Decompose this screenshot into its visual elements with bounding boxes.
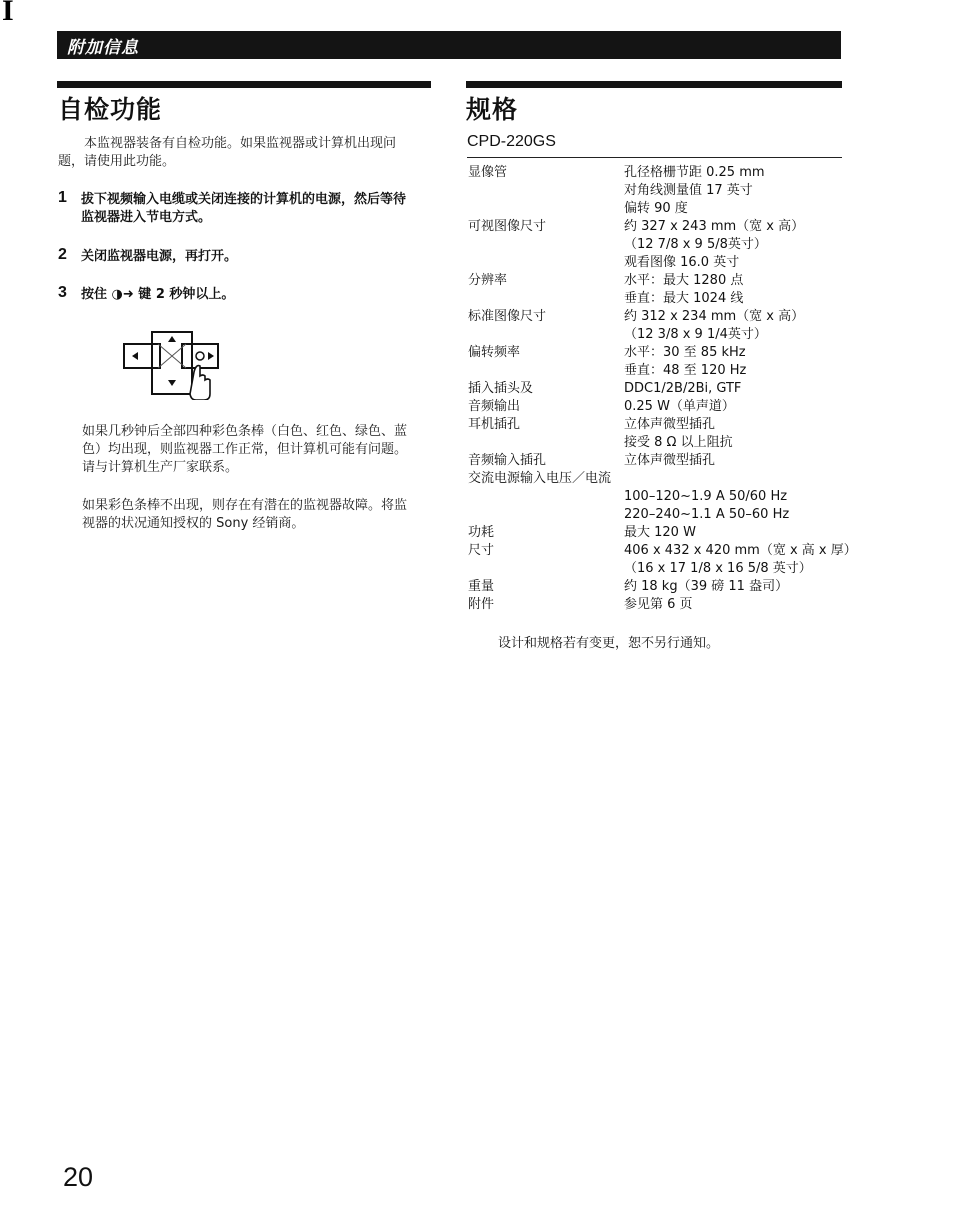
spec-label: 偏转频率 xyxy=(468,345,521,360)
spec-values xyxy=(624,578,848,596)
spec-values xyxy=(624,398,848,416)
spec-label: 耳机插孔 xyxy=(468,417,521,432)
spec-value: 立体声微型插孔 xyxy=(624,417,716,432)
spec-value: 垂直：48 至 120 Hz xyxy=(624,363,747,378)
spec-values xyxy=(624,380,848,398)
spec-row-headphone xyxy=(468,416,848,452)
spec-value: 约 327 x 243 mm（宽 x 高） xyxy=(624,219,805,234)
spec-label: 附件 xyxy=(468,597,495,612)
spec-values xyxy=(624,488,848,524)
spec-label: 插入插头及 xyxy=(468,381,534,396)
spec-value: （12 7/8 x 9 5/8英寸） xyxy=(624,237,767,252)
spec-values xyxy=(624,452,848,470)
spec-value: 观看图像 16.0 英寸 xyxy=(624,255,740,270)
spec-value: （12 3/8 x 9 1/4英寸） xyxy=(624,327,767,342)
spec-row-power-input xyxy=(468,470,848,488)
spec-row-crt xyxy=(468,164,848,218)
step-text xyxy=(81,286,234,304)
step-number: 2 xyxy=(58,246,67,263)
spec-row-viewable-size xyxy=(468,218,848,272)
spec-value: DDC1/2B/2Bi, GTF xyxy=(624,381,742,396)
spec-row-power-consumption xyxy=(468,524,848,542)
spec-change-notice: 设计和规格若有变更，恕不另行通知。 xyxy=(498,636,720,651)
spec-value: 接受 8 Ω 以上阻抗 xyxy=(624,435,733,450)
spec-value: 406 x 432 x 420 mm（宽 x 高 x 厚） xyxy=(624,543,857,558)
spec-label: 可视图像尺寸 xyxy=(468,219,547,234)
spec-label: 交流电源输入电压／电流 xyxy=(468,471,612,486)
right-arrow-icon xyxy=(208,352,214,360)
spec-values xyxy=(624,524,848,542)
up-arrow-icon xyxy=(168,336,176,342)
spec-value: 偏转 90 度 xyxy=(624,201,688,216)
spec-value: 对角线测量值 17 英寸 xyxy=(624,183,753,198)
corner-crop-mark: I xyxy=(2,0,14,27)
step-line: 关闭监视器电源，再打开。 xyxy=(81,249,238,264)
failure-line: 如果彩色条棒不出现，则存在有潜在的监视器故障。将监 xyxy=(82,498,408,513)
spec-values xyxy=(624,308,848,344)
spec-label: 重量 xyxy=(468,579,495,594)
spec-value: （16 x 17 1/8 x 16 5/8 英寸） xyxy=(624,561,812,576)
spec-row-audio-out xyxy=(468,398,848,416)
spec-value: 最大 120 W xyxy=(624,525,696,540)
spec-value: 垂直：最大 1024 线 xyxy=(624,291,744,306)
spec-values xyxy=(624,344,848,380)
result-line: 色）均出现，则监视器工作正常，但计算机可能有问题。 xyxy=(82,442,408,457)
spec-label: 标准图像尺寸 xyxy=(468,309,547,324)
spec-value: 参见第 6 页 xyxy=(624,597,693,612)
spec-value: 约 18 kg（39 磅 11 盎司） xyxy=(624,579,789,594)
step-text xyxy=(81,191,406,227)
result-line: 如果几秒钟后全部四种彩色条棒（白色、红色、绿色、蓝 xyxy=(82,424,408,439)
specs-title-rule xyxy=(466,81,842,88)
spec-row-deflection xyxy=(468,344,848,380)
spec-values xyxy=(624,164,848,218)
result-line: 请与计算机生产厂家联系。 xyxy=(82,460,239,475)
intro-line: 题，请使用此功能。 xyxy=(58,154,176,169)
step-line: 按住 ◑➜ 键 2 秒钟以上。 xyxy=(81,287,235,302)
spec-row-accessories xyxy=(468,596,848,614)
result-paragraph xyxy=(82,423,442,477)
spec-value: 100–120~1.9 A 50/60 Hz xyxy=(624,489,788,504)
spec-row-audio-in xyxy=(468,452,848,470)
spec-label: 功耗 xyxy=(468,525,495,540)
spec-values xyxy=(624,416,848,452)
page-number: 20 xyxy=(63,1162,94,1192)
step-line: 拔下视频输入电缆或关闭连接的计算机的电源，然后等待 xyxy=(81,192,407,207)
spec-values xyxy=(624,272,848,308)
step-1 xyxy=(58,191,443,231)
spec-values xyxy=(624,596,848,614)
self-check-title-rule xyxy=(57,81,431,88)
step-3 xyxy=(58,286,443,306)
failure-paragraph xyxy=(82,497,442,533)
section-header-label: 附加信息 xyxy=(67,38,139,58)
spec-value: 立体声微型插孔 xyxy=(624,453,716,468)
step-2 xyxy=(58,248,443,268)
self-check-title: 自检功能 xyxy=(58,95,163,124)
step-text xyxy=(81,248,237,266)
specs-title: 规格 xyxy=(466,95,519,124)
self-check-button-icon xyxy=(196,352,204,360)
spec-value: 220–240~1.1 A 50–60 Hz xyxy=(624,507,790,522)
step-line: 监视器进入节电方式。 xyxy=(81,210,212,225)
step-number: 1 xyxy=(58,189,67,206)
spec-row-resolution xyxy=(468,272,848,308)
spec-value: 孔径格栅节距 0.25 mm xyxy=(624,165,765,180)
left-arrow-icon xyxy=(132,352,138,360)
model-underline xyxy=(467,157,842,158)
spec-row-weight xyxy=(468,578,848,596)
spec-label: 尺寸 xyxy=(468,543,495,558)
spec-value: 0.25 W（单声道） xyxy=(624,399,735,414)
self-check-intro xyxy=(58,135,438,171)
spec-row-plug xyxy=(468,380,848,398)
step-number: 3 xyxy=(58,284,67,301)
down-arrow-icon xyxy=(168,380,176,386)
spec-value: 约 312 x 234 mm（宽 x 高） xyxy=(624,309,805,324)
spec-label: 分辨率 xyxy=(468,273,508,288)
spec-label: 音频输入插孔 xyxy=(468,453,547,468)
spec-value: 水平：30 至 85 kHz xyxy=(624,345,746,360)
failure-line: 视器的状况通知授权的 Sony 经销商。 xyxy=(82,516,305,531)
spec-value: 水平：最大 1280 点 xyxy=(624,273,744,288)
spec-row-standard-size xyxy=(468,308,848,344)
section-header-band xyxy=(57,31,841,59)
model-name: CPD-220GS xyxy=(467,133,556,150)
spec-row-power-values xyxy=(468,488,848,524)
spec-table xyxy=(468,164,857,614)
spec-values xyxy=(624,218,848,272)
spec-values xyxy=(624,542,857,578)
spec-label: 音频输出 xyxy=(468,399,521,414)
spec-label: 显像管 xyxy=(468,165,508,180)
intro-line: 本监视器装备有自检功能。如果监视器或计算机出现问 xyxy=(84,136,397,151)
spec-row-dimensions xyxy=(468,542,857,578)
control-buttons-illustration xyxy=(120,328,230,400)
